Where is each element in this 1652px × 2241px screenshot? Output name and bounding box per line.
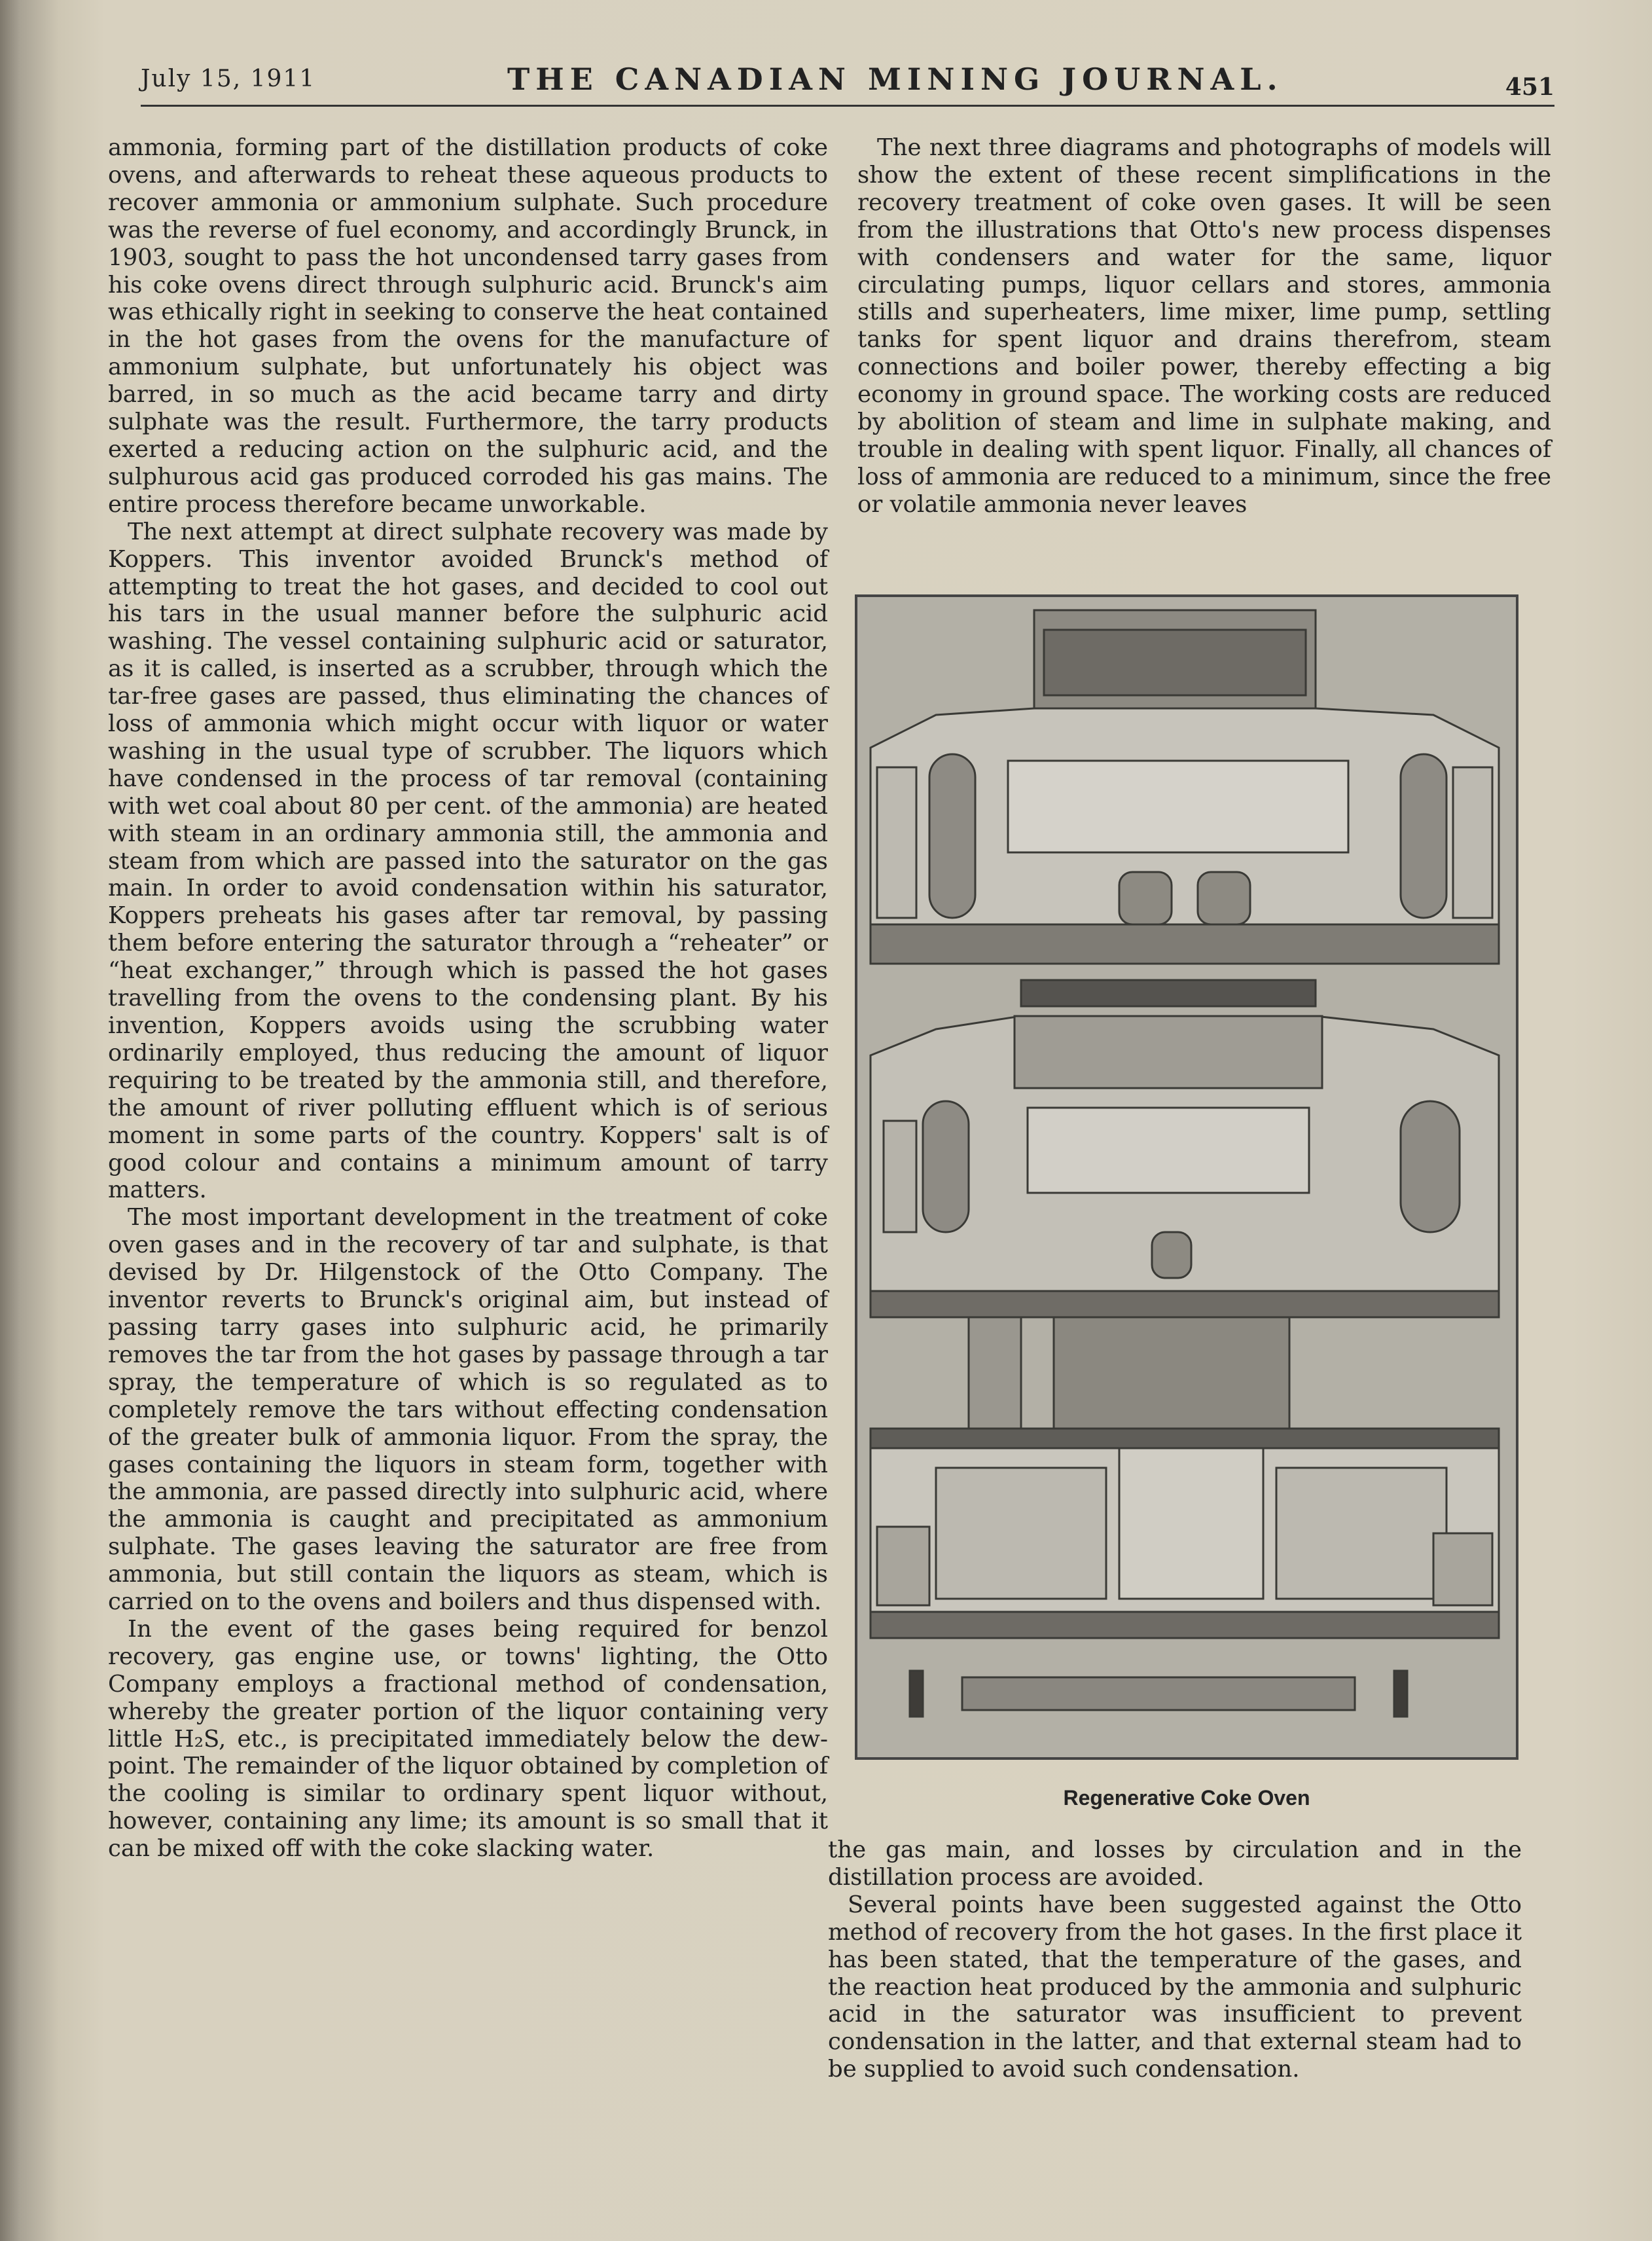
page-number: 451	[1505, 73, 1554, 101]
paragraph: the gas main, and losses by circulation and in the distillation process are avoided.	[828, 1836, 1522, 1891]
right-column-bottom	[828, 1836, 1522, 2083]
journal-title: THE CANADIAN MINING JOURNAL.	[507, 62, 1284, 97]
paragraph: Several points have been suggested against the Otto method of recovery from the hot gases. In the first place it has been stated, that the temperature of the gases, and the reaction heat produced by the ammonia and sulphuric acid in the saturator was insufficient to prevent condensation in the latter, and that external steam had to be supplied to avoid such condensation.	[828, 1891, 1522, 2083]
paragraph: ammonia, forming part of the distillation products of coke ovens, and afterwards to reheat these aqueous products to recover ammonia or ammonium sulphate. Such procedure was the reverse of fuel economy, and accordingly Brunck, in 1903, sought to pass the hot uncondensed tarry gases from his coke ovens direct through sulphuric acid. Brunck's aim was ethically right in seeking to conserve the heat contained in the hot gases from the ovens for the manufacture of ammonium sulphate, but unfortunately his object was barred, in so much as the acid became tarry and dirty sulphate was the result. Furthermore, the tarry products exerted a reducing action on the sulphuric acid, and the sulphurous acid gas produced corroded his gas mains. The entire process therefore became unworkable.	[108, 134, 828, 518]
paragraph: The most important development in the treatment of coke oven gases and in the recovery of tar and sulphate, is that devised by Dr. Hilgenstock of the Otto Company. The inventor reverts to Brunck's original aim, but instead of passing tarry gases into sulphuric acid, he primarily removes the tar from the hot gases by passage through a tar spray, the temperature of which is so regulated as to completely remove the tars without effecting condensation of the greater bulk of ammonia liquor. From the spray, the gases containing the liquors in steam form, together with the ammonia, are passed directly into sulphuric acid, where the ammonia is caught and precipitated as ammonium sulphate. The gases leaving the saturator are free from ammonia, but still contain the liquors as steam, which is carried on to the ovens and boilers and thus dispensed with.	[108, 1204, 828, 1616]
coke-oven-drawing	[857, 597, 1516, 1757]
left-column	[108, 134, 828, 1863]
paragraph: In the event of the gases being required for benzol recovery, gas engine use, or towns' lighting, the Otto Company employs a fractional method of condensation, whereby the greater portion of the liquor containing very little H₂S, etc., is precipitated immediately below the dew-point. The remainder of the liquor obtained by completion of the cooling is similar to ordinary spent liquor without, however, containing any lime; its amount is so small that it can be mixed off with the coke slacking water.	[108, 1615, 828, 1863]
figure-caption: Regenerative Coke Oven	[1063, 1786, 1310, 1810]
right-column-top	[857, 134, 1551, 519]
paragraph: The next attempt at direct sulphate recovery was made by Koppers. This inventor avoided Brunck's method of attempting to treat the hot gases, and decided to cool out his tars in the usual manner before the sulphuric acid washing. The vessel containing sulphuric acid or saturator, as it is called, is inserted as a scrubber, through which the tar-free gases are passed, thus eliminating the chances of loss of ammonia which might occur with liquor or water washing in the usual type of scrubber. The liquors which have condensed in the process of tar removal (containing with wet coal about 80 per cent. of the ammonia) are heated with steam in an ordinary ammonia still, the ammonia and steam from which are passed into the saturator on the gas main. In order to avoid condensation within his saturator, Koppers preheats his gases after tar removal, by passing them before entering the saturator through a “reheater” or “heat exchanger,” through which is passed the hot gases travelling from the ovens to the condensing plant. By his invention, Koppers avoids using the scrubbing water ordinarily employed, thus reducing the amount of liquor requiring to be treated by the ammonia still, and therefore, the amount of river polluting effluent which is of serious moment in some parts of the country. Koppers' salt is of good colour and contains a minimum amount of tarry matters.	[108, 518, 828, 1204]
coke-oven-illustration	[855, 594, 1518, 1760]
paragraph: The next three diagrams and photographs of models will show the extent of these recent simplifications in the recovery treatment of coke oven gases. It will be seen from the illustrations that Otto's new process dispenses with condensers and water for the same, liquor circulating pumps, liquor cellars and stores, ammonia stills and superheaters, lime mixer, lime pump, settling tanks for spent liquor and drains therefrom, steam connections and boiler power, thereby effecting a big economy in ground space. The working costs are reduced by abolition of steam and lime in sulphate making, and trouble in dealing with spent liquor. Finally, all chances of loss of ammonia are reduced to a minimum, since the free or volatile ammonia never leaves	[857, 134, 1551, 518]
running-header	[141, 62, 1554, 107]
issue-date: July 15, 1911	[141, 65, 316, 92]
oven-section-middle	[871, 980, 1499, 1317]
